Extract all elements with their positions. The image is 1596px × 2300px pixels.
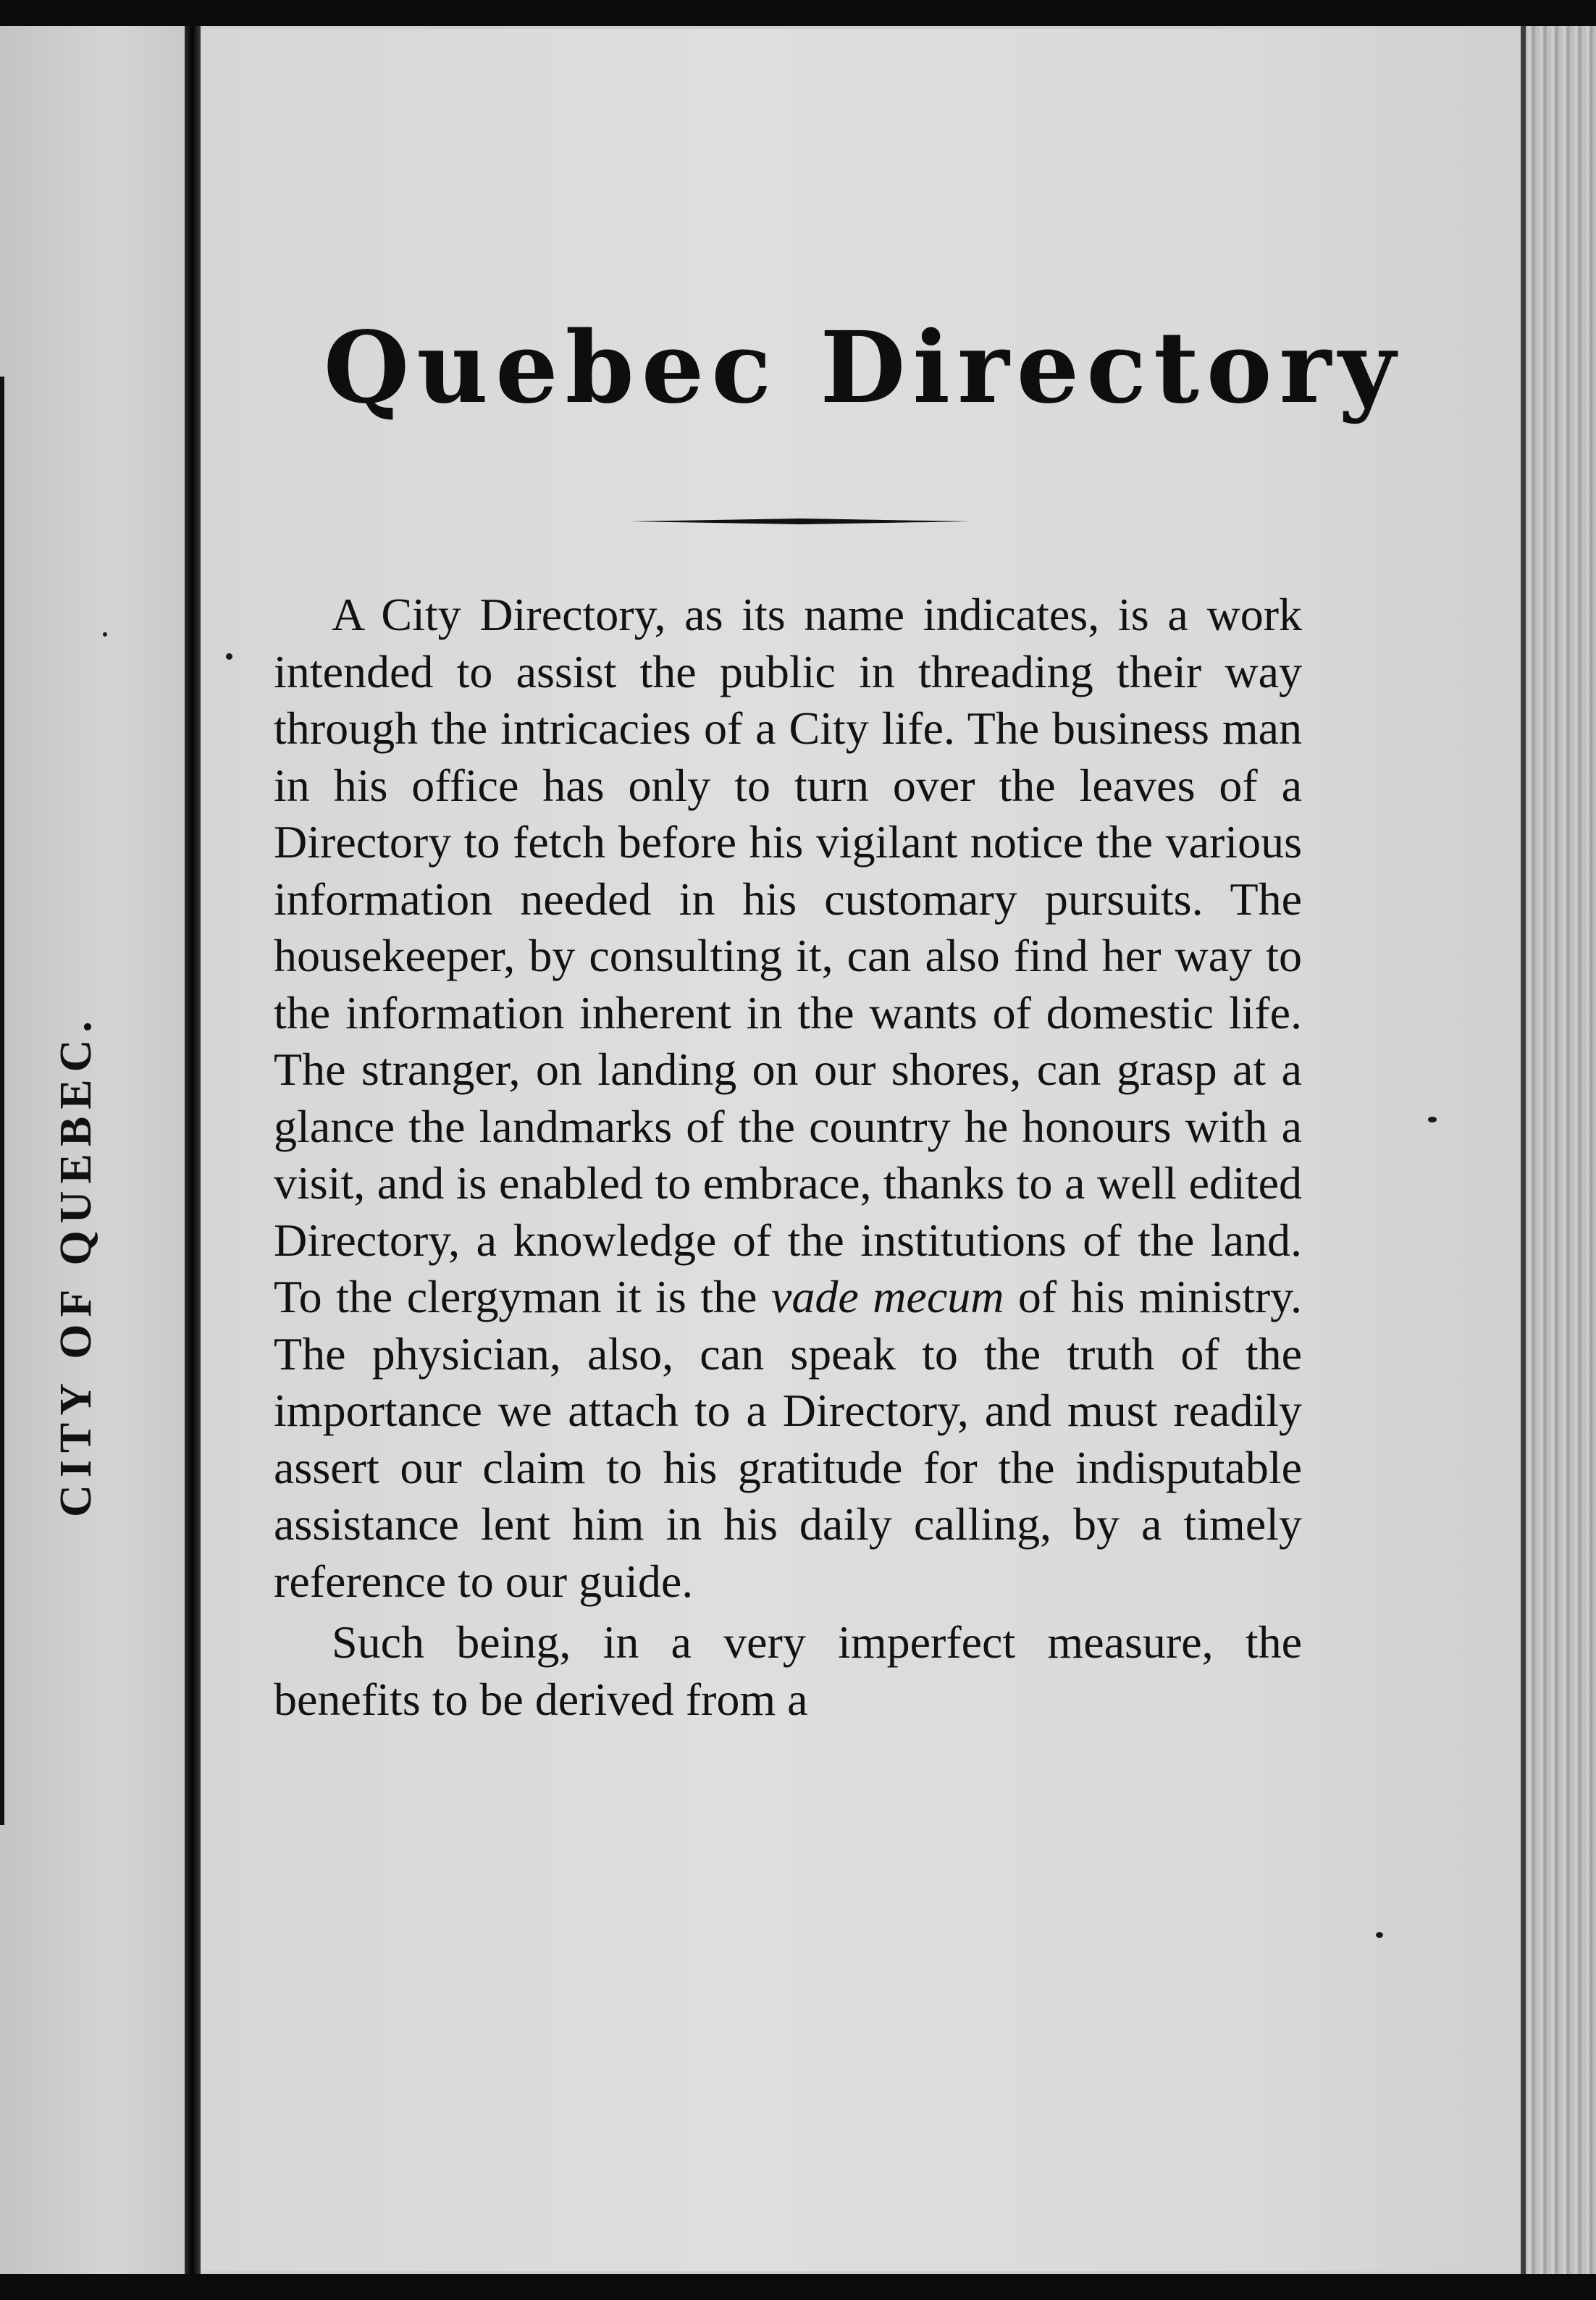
- italic-phrase: vade mecum: [770, 1271, 1004, 1322]
- paragraph-1: [274, 587, 1302, 1610]
- ink-speck: [1428, 1117, 1437, 1122]
- paragraph-1-text-b: of his ministry. The physician, also, can speak to the truth of the importance we attach to a Directory, and must readily assert our claim to his gratitude for the indisputable assistance lent him in his daily calling, by a timely reference to our guide.: [274, 1271, 1303, 1607]
- paragraph-2: Such being, in a very imperfect measure, the benefits to be derived from a: [274, 1616, 1302, 1725]
- ink-speck: [103, 632, 107, 637]
- ink-speck: [226, 653, 232, 660]
- page-title: Quebec Directory: [323, 310, 1403, 426]
- page-edges-right: [1526, 26, 1596, 2274]
- paragraph-1-text-a: A City Directory, as its name indicates, is a work intended to assist the public in threading their way through the intricacies of a City life. The business man in his office has only to turn over the leaves of a Directory to fetch before his vigilant notice the various information needed in his customary pursuits. The housekeeper, by consulting it, can also find her way to the information inherent in the wants of domestic life. The stranger, on landing on our shores, can grasp at a glance the landmarks of the country he honours with a visit, and is enabled to embrace, thanks to a well edited Directory, a knowledge of the institutions of the land. To the clergyman it is the: [274, 589, 1302, 1322]
- ink-speck: [1376, 1932, 1383, 1938]
- spine-label: CITY OF QUEBEC.: [51, 1014, 101, 1517]
- facing-page-edge: [0, 377, 4, 1825]
- body-text: [274, 587, 1302, 1728]
- page-fold: [185, 26, 201, 2274]
- title-rule: [630, 518, 970, 525]
